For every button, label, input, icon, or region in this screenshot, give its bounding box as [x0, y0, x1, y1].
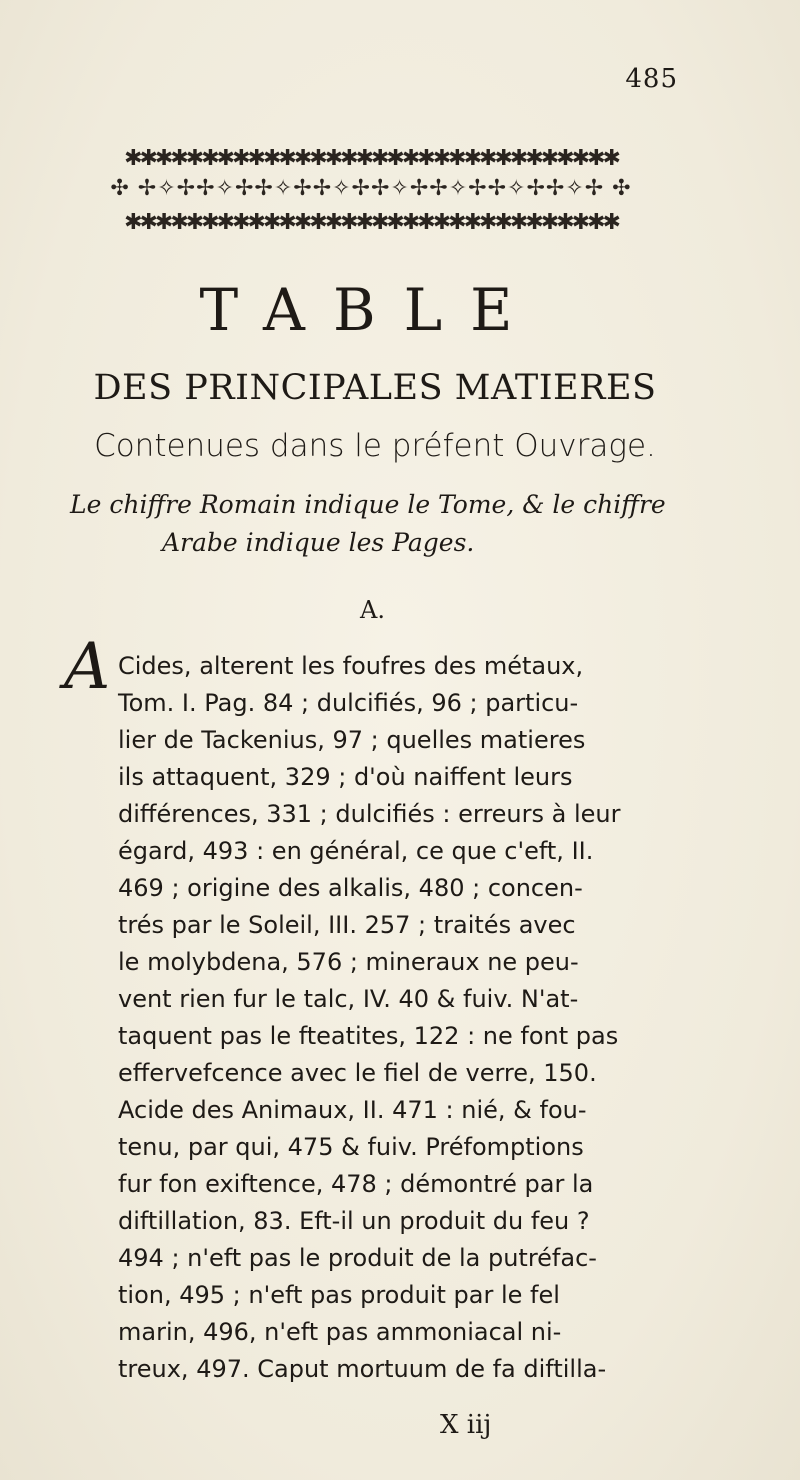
- ornament-border-top: ✱✱✱✱✱✱✱✱✱✱✱✱✱✱✱✱✱✱✱✱✱✱✱✱✱✱✱✱✱✱✱✱: [124, 146, 618, 171]
- page-number: 485: [625, 64, 678, 94]
- drop-cap: A: [64, 630, 111, 704]
- entry-line: le molybdena, 576 ; mineraux ne peu-: [118, 948, 579, 976]
- entry-line: égard, 493 : en général, ce que c'eft, II.: [118, 837, 594, 865]
- entry-line: 494 ; n'eft pas le produit de la putréfac-: [118, 1244, 597, 1272]
- page-title: TABLE: [199, 276, 541, 344]
- entry-line: marin, 496, n'eft pas ammoniacal ni-: [118, 1318, 562, 1346]
- entry-line: treux, 497. Caput mortuum de fa diftilla-: [118, 1355, 607, 1383]
- ornament-border-middle: ✣ ✢✧✢✢✧✢✢✧✢✢✧✢✢✧✢✢✧✢✢✧✢✢✧✢ ✣: [110, 176, 632, 201]
- section-letter-heading: A.: [360, 596, 385, 624]
- entry-line: Acide des Animaux, II. 471 : nié, & fou-: [118, 1096, 587, 1124]
- ornament-border-bottom: ✱✱✱✱✱✱✱✱✱✱✱✱✱✱✱✱✱✱✱✱✱✱✱✱✱✱✱✱✱✱✱✱: [124, 210, 618, 235]
- entry-line: fur fon exiftence, 478 ; démontré par la: [118, 1170, 594, 1198]
- entry-line: 469 ; origine des alkalis, 480 ; concen-: [118, 874, 583, 902]
- entry-line: taquent pas le fteatites, 122 : ne font pas: [118, 1022, 619, 1050]
- explanatory-note-line-2: Arabe indique les Pages.: [162, 528, 475, 557]
- entry-line: ils attaquent, 329 ; d'où naiffent leurs: [118, 763, 573, 791]
- entry-line: effervefcence avec le fiel de verre, 150.: [118, 1059, 597, 1087]
- contents-line: Contenues dans le préfent Ouvrage.: [94, 428, 656, 464]
- entry-line: Tom. I. Pag. 84 ; dulcifiés, 96 ; particu-: [118, 689, 579, 717]
- entry-line: vent rien fur le talc, IV. 40 & fuiv. N'at-: [118, 985, 579, 1013]
- signature-mark: X iij: [440, 1410, 492, 1440]
- entry-line: différences, 331 ; dulcifiés : erreurs à leur: [118, 800, 621, 828]
- entry-line: lier de Tackenius, 97 ; quelles matieres: [118, 726, 586, 754]
- entry-line: tenu, par qui, 475 & fuiv. Préfomptions: [118, 1133, 584, 1161]
- explanatory-note-line-1: Le chiffre Romain indique le Tome, & le chiffre: [70, 490, 666, 519]
- entry-line: diftillation, 83. Eft-il un produit du feu ?: [118, 1207, 590, 1235]
- entry-line: Cides, alterent les foufres des métaux,: [118, 652, 584, 680]
- entry-line: trés par le Soleil, III. 257 ; traités avec: [118, 911, 576, 939]
- entry-line: tion, 495 ; n'eft pas produit par le fel: [118, 1281, 560, 1309]
- page-subtitle: DES PRINCIPALES MATIERES: [93, 368, 657, 408]
